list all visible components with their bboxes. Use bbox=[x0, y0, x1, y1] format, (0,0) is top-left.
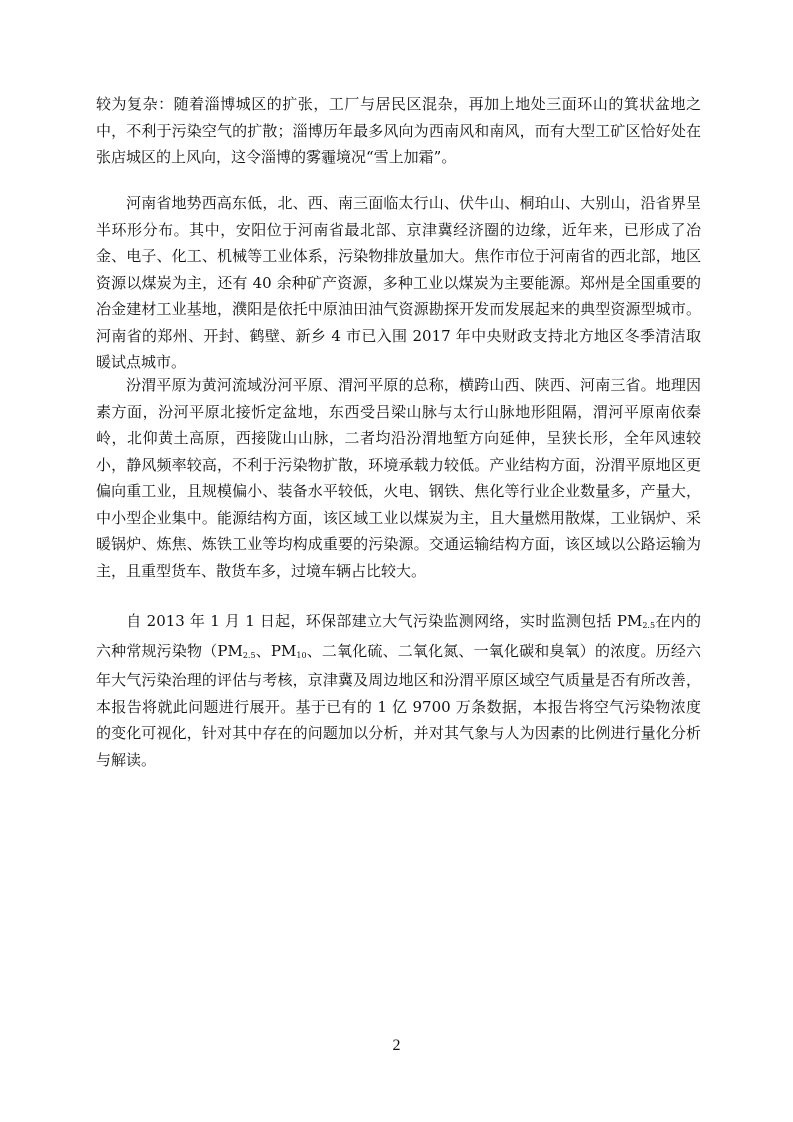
pm25-subscript: 2.5 bbox=[242, 650, 256, 660]
paragraph-text: 较为复杂：随着淄博城区的扩张，工厂与居民区混杂，再加上地处三面环山的箕状盆地之中，不利于污染空气的扩散；淄博历年最多风向为西南风和南风，而有大型工矿区恰好处在张店城区的上风向，这令淄博的雾霾境况“雪上加霜”。 bbox=[96, 95, 701, 166]
page-number: 2 bbox=[392, 1037, 401, 1054]
paragraph-zibo-continuation bbox=[96, 91, 701, 171]
paragraph-text-part-d: 、二氧化硫、二氧化氮、一氧化碳和臭氧）的浓度。历经六年大气污染治理的评估与考核，京津冀及周边地区和汾渭平原区域空气质量是否有所改善，本报告将就此问题进行展开。基于已有的 1 亿 9700 万条数据，本报告将空气污染物浓度的变化可视化，针对其中存在的问题加以分析，并对其气象与人为因素的比例进行量化分析与解读。 bbox=[96, 641, 701, 769]
pm25-subscript: 2.5 bbox=[642, 621, 656, 630]
paragraph-text-part-c: 、PM bbox=[255, 641, 297, 660]
paragraph-henan bbox=[96, 190, 701, 376]
paragraph-fenwei-plain bbox=[96, 372, 701, 584]
paragraph-text: 汾渭平原为黄河流域汾河平原、渭河平原的总称，横跨山西、陕西、河南三省。地理因素方面，汾河平原北接忻定盆地，东西受吕梁山脉与太行山脉地形阻隔，渭河平原南依秦岭，北仰黄土高原，西接陇山山脉，二者均沿汾渭地堑方向延伸，呈狭长形，全年风速较小，静风频率较高，不利于污染物扩散，环境承载力较低。产业结构方面，汾渭平原地区更偏向重工业，且规模偏小、装备水平较低，火电、钢铁、焦化等行业企业数量多，产量大，中小型企业集中。能源结构方面，该区域工业以煤炭为主，且大量燃用散煤，工业锅炉、采暖锅炉、炼焦、炼铁工业等均构成重要的污染源。交通运输结构方面，该区域以公路运输为主，且重型货车、散货车多，过境车辆占比较大。 bbox=[96, 376, 701, 580]
paragraph-monitoring-network bbox=[96, 608, 701, 773]
pm10-subscript: 10 bbox=[296, 650, 307, 660]
paragraph-text-part-b: 在内的六种常规污染物（PM bbox=[96, 612, 701, 660]
paragraph-text: 河南省地势西高东低，北、西、南三面临太行山、伏牛山、桐珀山、大别山，沿省界呈半环形分布。其中，安阳位于河南省最北部、京津冀经济圈的边缘，近年来，已形成了冶金、电子、化工、机械等工业体系，污染物排放量加大。焦作市位于河南省的西北部，地区资源以煤炭为主，还有 40 余种矿产资源，多种工业以煤炭为主要能源。郑州是全国重要的冶金建材工业基地，濮阳是依托中原油田油气资源勘探开发而发展起来的典型资源型城市。河南省的郑州、开封、鹤壁、新乡 4 市已入围 2017 年中央财政支持北方地区冬季清洁取暖试点城市。 bbox=[96, 194, 701, 371]
paragraph-text-part-a: 自 2013 年 1 月 1 日起，环保部建立大气污染监测网络，实时监测包括 PM bbox=[126, 612, 643, 630]
